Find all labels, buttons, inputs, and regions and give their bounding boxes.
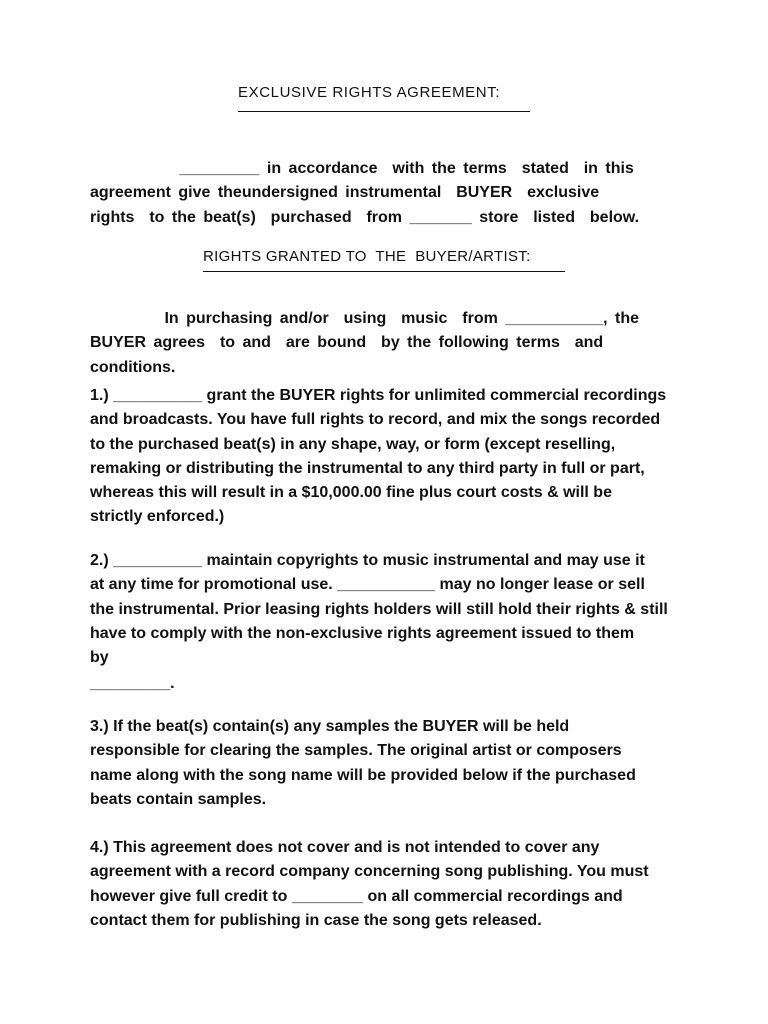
intro-line: rights to the beat(s) purchased from _______ store listed below. xyxy=(90,208,640,226)
section-heading: RIGHTS GRANTED TO THE BUYER/ARTIST: xyxy=(203,248,565,272)
clause-line: at any time for promotional use. ___________ may no longer lease or sell xyxy=(90,576,645,594)
clause-2 xyxy=(90,549,668,697)
intro-paragraph xyxy=(90,157,639,230)
clause-line: 1.) __________ grant the BUYER rights for unlimited commercial recordings xyxy=(90,387,667,404)
clause-line: to the purchased beat(s) in any shape, way, or form (except reselling, xyxy=(90,435,616,453)
clause-3 xyxy=(90,715,636,812)
clause-line: and broadcasts. You have full rights to record, and mix the songs recorded xyxy=(90,411,661,429)
clause-line: 3.) If the beat(s) contain(s) any samples the BUYER will be held xyxy=(90,718,570,735)
purchase-paragraph xyxy=(90,307,639,380)
clause-line: name along with the song name will be provided below if the purchased xyxy=(90,766,636,784)
clause-line: strictly enforced.) xyxy=(90,508,225,526)
clause-line: by xyxy=(90,649,109,667)
clause-line: the instrumental. Prior leasing rights holders will still hold their rights & still xyxy=(90,600,668,618)
clause-4 xyxy=(90,836,649,933)
purchase-line: In purchasing and/or using music from ___________, the xyxy=(90,310,640,327)
intro-line: _________ in accordance with the terms stated in this xyxy=(90,160,634,177)
clause-line: however give full credit to ________ on all commercial recordings and xyxy=(90,887,623,905)
purchase-line: BUYER agrees to and are bound by the following terms and xyxy=(90,334,604,352)
clause-line: _________. xyxy=(90,675,175,693)
document-title: EXCLUSIVE RIGHTS AGREEMENT: xyxy=(238,84,530,112)
clause-line: remaking or distributing the instrumental to any third party in full or part, xyxy=(90,459,645,477)
intro-line: agreement give theundersigned instrumental BUYER exclusive xyxy=(90,184,600,202)
clause-1 xyxy=(90,384,666,530)
clause-line: 2.) __________ maintain copyrights to music instrumental and may use it xyxy=(90,552,645,569)
clause-line: whereas this will result in a $10,000.00 fine plus court costs & will be xyxy=(90,484,612,502)
clause-line: agreement with a record company concerning song publishing. You must xyxy=(90,863,649,881)
clause-line: contact them for publishing in case the song gets released. xyxy=(90,911,542,929)
clause-line: beats contain samples. xyxy=(90,790,267,808)
purchase-line: conditions. xyxy=(90,358,176,376)
clause-line: have to comply with the non-exclusive rights agreement issued to them xyxy=(90,624,635,642)
clause-line: 4.) This agreement does not cover and is not intended to cover any xyxy=(90,839,600,856)
clause-line: responsible for clearing the samples. The original artist or composers xyxy=(90,742,622,760)
